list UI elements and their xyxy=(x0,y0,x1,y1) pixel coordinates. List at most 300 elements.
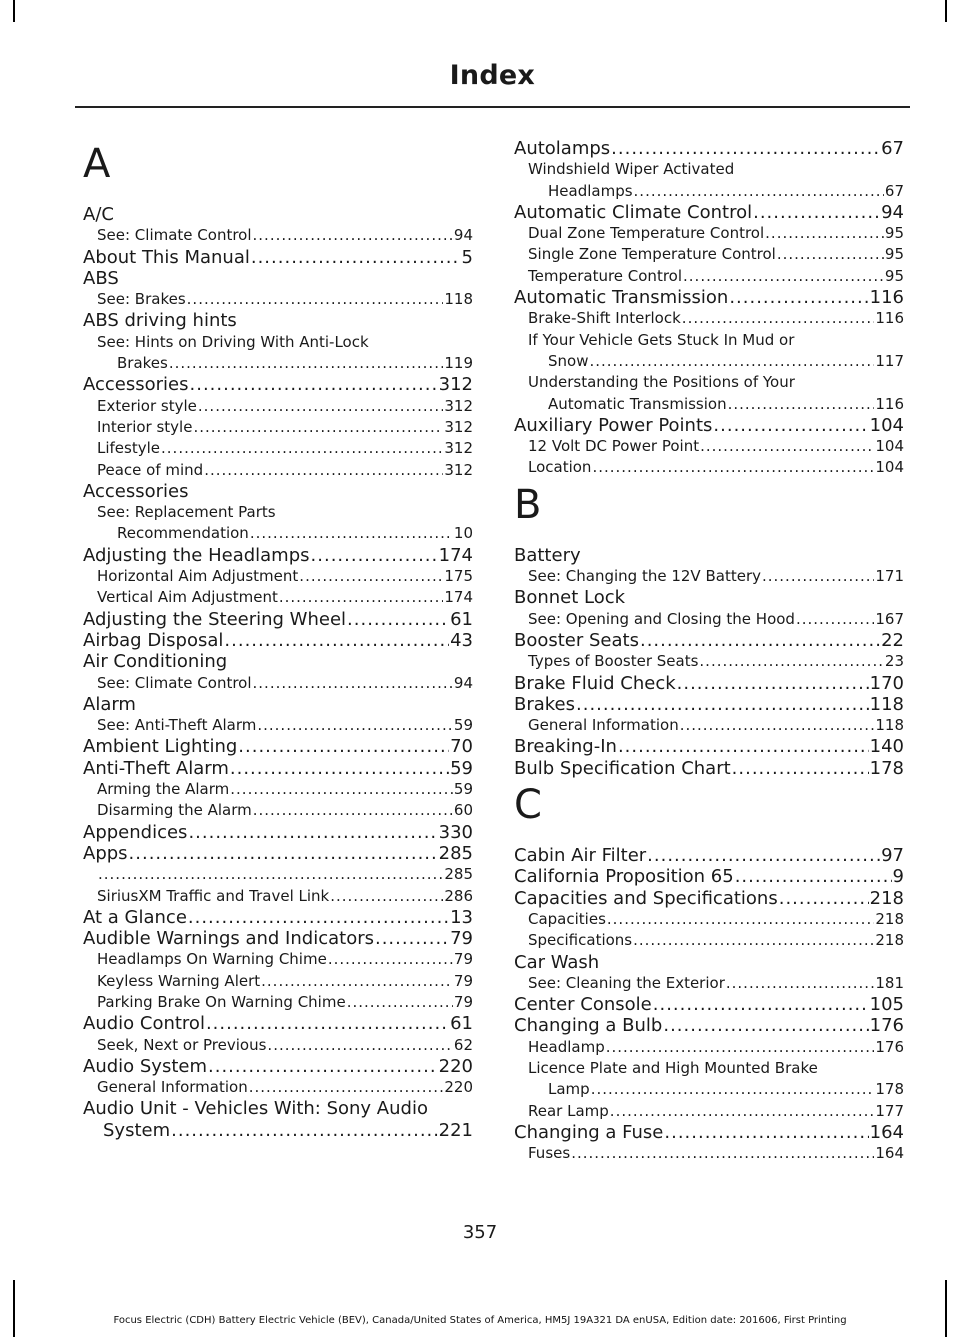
entry-text: Automatic Climate Control xyxy=(514,201,753,223)
entry-line xyxy=(514,587,904,608)
entry-page-number: 94 xyxy=(453,226,473,245)
entry-line xyxy=(528,266,904,287)
index-entry xyxy=(514,1122,904,1143)
index-entry xyxy=(514,845,904,866)
entry-text: Lifestyle xyxy=(97,439,161,458)
entry-page-number: 119 xyxy=(444,354,473,373)
entry-line xyxy=(514,994,904,1015)
index-entry xyxy=(514,888,904,909)
index-entry xyxy=(514,545,904,566)
header-divider xyxy=(75,106,910,108)
entry-text: Brake Fluid Check xyxy=(514,672,676,694)
entry-text: Autolamps xyxy=(514,138,611,159)
entry-text: A/C xyxy=(83,204,114,225)
entry-line xyxy=(97,587,473,608)
index-subentry xyxy=(83,886,473,907)
entry-text: Appendices xyxy=(83,821,188,843)
entry-text: Ambient Lighting xyxy=(83,736,238,758)
entry-line xyxy=(514,758,904,779)
entry-text: Single Zone Temperature Control xyxy=(528,245,776,264)
leader-dots xyxy=(224,630,449,651)
entry-text: Apps xyxy=(83,842,128,864)
entry-line xyxy=(97,779,473,800)
entry-page-number: 181 xyxy=(875,973,904,992)
leader-dots xyxy=(193,417,443,438)
entry-line xyxy=(514,415,904,436)
entry-text: See: Climate Control xyxy=(97,226,252,245)
index-subentry xyxy=(514,1101,904,1122)
entry-continuation-text: Lamp xyxy=(548,1080,590,1099)
entry-page-number: 79 xyxy=(453,992,473,1011)
index-subentry xyxy=(514,266,904,287)
entry-continuation-line xyxy=(528,181,904,202)
index-entry xyxy=(83,758,473,779)
entry-page-number: 9 xyxy=(892,866,904,888)
entry-text: Brakes xyxy=(514,693,576,715)
entry-page-number: 175 xyxy=(444,567,473,586)
entry-page-number: 164 xyxy=(869,1121,904,1143)
leader-dots xyxy=(347,992,453,1013)
entry-text: Headlamp xyxy=(528,1037,605,1056)
index-subentry xyxy=(514,930,904,951)
index-subentry xyxy=(83,673,473,694)
entry-text: Bonnet Lock xyxy=(514,587,626,609)
leader-dots xyxy=(589,351,874,372)
entry-line xyxy=(528,308,904,329)
entry-text: Accessories xyxy=(83,374,189,396)
entry-text: Airbag Disposal xyxy=(83,629,224,651)
entry-text: Licence Plate and High Mounted Brake xyxy=(528,1058,818,1077)
entry-page-number: 10 xyxy=(453,524,473,543)
leader-dots xyxy=(647,845,880,866)
index-subentry xyxy=(83,417,473,438)
index-entry xyxy=(83,630,473,651)
leader-dots xyxy=(726,973,874,994)
entry-line xyxy=(83,310,473,331)
entry-line xyxy=(97,715,473,736)
entry-line xyxy=(528,372,904,393)
leader-dots xyxy=(257,715,453,736)
index-subentry xyxy=(514,715,904,736)
entry-text: Location xyxy=(528,458,592,477)
page-number: 357 xyxy=(462,1222,498,1243)
entry-line xyxy=(97,289,473,310)
entry-page-number: 59 xyxy=(453,716,473,735)
entry-text: Changing a Bulb xyxy=(514,1015,663,1037)
entry-page-number: 97 xyxy=(881,845,904,867)
entry-page-number: 116 xyxy=(875,309,904,328)
index-subentry xyxy=(514,436,904,457)
entry-line xyxy=(514,845,904,866)
entry-text: Audible Warnings and Indicators xyxy=(83,928,374,950)
entry-text: Specifications xyxy=(528,931,633,950)
entry-text: At a Glance xyxy=(83,906,187,928)
entry-line xyxy=(83,630,473,651)
entry-page-number: 167 xyxy=(875,609,904,628)
entry-page-number: 22 xyxy=(881,629,904,651)
entry-page-number: 285 xyxy=(444,865,473,884)
entry-text: California Proposition 65 xyxy=(514,866,734,888)
entry-line xyxy=(97,800,473,821)
entry-text: Audio Unit - Vehicles With: Sony Audio xyxy=(83,1098,428,1120)
entry-continuation-line xyxy=(528,1079,904,1100)
entry-line xyxy=(83,1056,473,1077)
entry-line xyxy=(514,952,904,973)
index-subentry xyxy=(83,1035,473,1056)
entry-text: ABS xyxy=(83,267,119,289)
index-entry xyxy=(83,247,473,268)
leader-dots xyxy=(777,244,884,265)
index-entry xyxy=(83,481,473,502)
leader-dots xyxy=(732,758,869,779)
entry-continuation-line xyxy=(528,394,904,415)
entry-text: Disarming the Alarm xyxy=(97,801,252,820)
index-entry xyxy=(83,907,473,928)
leader-dots xyxy=(98,864,443,885)
leader-dots xyxy=(700,436,874,457)
index-entry xyxy=(514,673,904,694)
entry-page-number: 104 xyxy=(875,458,904,477)
leader-dots xyxy=(699,651,884,672)
entry-page-number: 79 xyxy=(450,928,473,950)
index-entry xyxy=(83,545,473,566)
entry-text: See: Replacement Parts xyxy=(97,503,276,522)
entry-line xyxy=(97,396,473,417)
entry-line xyxy=(528,1143,904,1164)
entry-text: If Your Vehicle Gets Stuck In Mud or xyxy=(528,330,795,349)
entry-page-number: 312 xyxy=(444,439,473,458)
index-subentry xyxy=(83,949,473,970)
entry-line xyxy=(97,1035,473,1056)
entry-page-number: 170 xyxy=(869,672,904,694)
entry-line xyxy=(97,502,473,523)
entry-line xyxy=(528,973,904,994)
entry-text: Rear Lamp xyxy=(528,1101,609,1120)
entry-text: 12 Volt DC Power Point xyxy=(528,437,700,456)
entry-line xyxy=(514,1015,904,1036)
index-entry xyxy=(514,758,904,779)
entry-line xyxy=(83,374,473,395)
leader-dots xyxy=(591,1079,875,1100)
leader-dots xyxy=(208,1056,438,1077)
entry-line xyxy=(514,673,904,694)
leader-dots xyxy=(169,353,444,374)
entry-page-number: 177 xyxy=(875,1101,904,1120)
entry-text: Horizontal Aim Adjustment xyxy=(97,567,299,586)
entry-line xyxy=(514,888,904,909)
page-title: Index xyxy=(449,60,535,91)
leader-dots xyxy=(765,223,884,244)
entry-line xyxy=(83,694,473,715)
leader-dots xyxy=(230,758,449,779)
entry-text: Audio System xyxy=(83,1055,208,1077)
entry-line xyxy=(528,330,904,351)
entry-line xyxy=(514,736,904,757)
index-subentry xyxy=(83,225,473,246)
entry-line xyxy=(528,223,904,244)
entry-line xyxy=(514,630,904,651)
entry-line xyxy=(83,268,473,289)
leader-dots xyxy=(735,866,892,887)
entry-line xyxy=(97,225,473,246)
entry-page-number: 286 xyxy=(444,886,473,905)
entry-line xyxy=(83,545,473,566)
entry-text: Temperature Control xyxy=(528,266,683,285)
index-entry xyxy=(83,609,473,630)
entry-line xyxy=(83,843,473,864)
entry-line xyxy=(97,992,473,1013)
entry-page-number: 70 xyxy=(450,736,473,758)
index-subentry xyxy=(514,308,904,329)
index-subentry xyxy=(514,651,904,672)
leader-dots xyxy=(249,1077,444,1098)
leader-dots xyxy=(238,736,449,757)
entry-text: See: Hints on Driving With Anti-Lock xyxy=(97,332,369,351)
entry-page-number: 178 xyxy=(869,757,904,779)
leader-dots xyxy=(640,630,880,651)
index-letter-heading: A xyxy=(83,141,111,187)
entry-text: ABS driving hints xyxy=(83,310,237,332)
entry-text: Peace of mind xyxy=(97,460,204,479)
entry-continuation-text: Snow xyxy=(548,351,589,370)
entry-text: About This Manual xyxy=(83,246,250,268)
index-entry xyxy=(514,866,904,887)
index-subentry xyxy=(514,609,904,630)
index-subentry xyxy=(514,909,904,930)
entry-line xyxy=(83,1098,473,1119)
entry-page-number: 61 xyxy=(450,1013,473,1035)
index-subentry xyxy=(514,223,904,244)
entry-text: Arming the Alarm xyxy=(97,780,230,799)
footer-text: Focus Electric (CDH) Battery Electric Vehicle (BEV), Canada/United States of America, HM5J 19A321 DA enUSA, Edition date: 201606, First Printing xyxy=(113,1315,847,1326)
leader-dots xyxy=(664,1122,868,1143)
entry-line xyxy=(528,1058,904,1079)
leader-dots xyxy=(198,396,443,417)
entry-page-number: 59 xyxy=(450,757,473,779)
entry-text: Types of Booster Seats xyxy=(528,652,699,671)
index-entry xyxy=(83,268,473,289)
entry-page-number: 312 xyxy=(444,396,473,415)
leader-dots xyxy=(171,1120,438,1141)
leader-dots xyxy=(610,1101,875,1122)
entry-page-number: 13 xyxy=(450,906,473,928)
entry-page-number: 61 xyxy=(450,608,473,630)
entry-text: Keyless Warning Alert xyxy=(97,971,261,990)
entry-text: Brake-Shift Interlock xyxy=(528,309,681,328)
entry-text: General Information xyxy=(528,716,679,735)
entry-text: Capacities and Specifications xyxy=(514,887,778,909)
entry-continuation-line xyxy=(97,523,473,544)
index-entry xyxy=(83,928,473,949)
index-entry xyxy=(83,374,473,395)
entry-text: Alarm xyxy=(83,693,136,715)
leader-dots xyxy=(253,225,453,246)
entry-line xyxy=(528,457,904,478)
leader-dots xyxy=(279,587,444,608)
leader-dots xyxy=(607,909,874,930)
leader-dots xyxy=(206,1013,449,1034)
index-letter-heading: C xyxy=(514,782,542,829)
entry-page-number: 174 xyxy=(444,588,473,607)
entry-text: See: Cleaning the Exterior xyxy=(528,973,725,992)
leader-dots xyxy=(728,394,875,415)
entry-text: See: Brakes xyxy=(97,290,186,309)
index-entry xyxy=(514,630,904,651)
leader-dots xyxy=(571,1143,874,1164)
entry-page-number: 176 xyxy=(875,1037,904,1056)
entry-page-number: 178 xyxy=(875,1080,904,1099)
index-subentry xyxy=(514,457,904,478)
leader-dots xyxy=(682,308,875,329)
entry-page-number: 118 xyxy=(869,693,904,715)
entry-line xyxy=(97,417,473,438)
index-subentry xyxy=(83,332,473,375)
entry-page-number: 79 xyxy=(453,950,473,969)
entry-page-number: 218 xyxy=(875,931,904,950)
index-entry xyxy=(514,736,904,757)
entry-page-number: 220 xyxy=(438,1055,473,1077)
leader-dots xyxy=(328,949,453,970)
entry-line xyxy=(83,1013,473,1034)
entry-line xyxy=(97,673,473,694)
index-subentry xyxy=(514,973,904,994)
entry-page-number: 60 xyxy=(453,801,473,820)
index-entry xyxy=(83,310,473,331)
entry-page-number: 104 xyxy=(869,414,904,436)
crop-mark-bottom-left xyxy=(13,1280,15,1337)
entry-line xyxy=(528,651,904,672)
entry-text: See: Anti-Theft Alarm xyxy=(97,716,257,735)
index-entry xyxy=(83,736,473,757)
leader-dots xyxy=(713,415,868,436)
entry-text: Auxiliary Power Points xyxy=(514,414,713,436)
entry-page-number: 62 xyxy=(453,1035,473,1054)
entry-line xyxy=(83,247,473,268)
entry-line xyxy=(528,436,904,457)
entry-line xyxy=(83,822,473,843)
entry-line xyxy=(83,204,473,225)
entry-page-number: 104 xyxy=(875,437,904,456)
index-entry xyxy=(83,822,473,843)
entry-line xyxy=(97,971,473,992)
entry-line xyxy=(514,202,904,223)
entry-page-number: 176 xyxy=(869,1015,904,1037)
entry-page-number: 285 xyxy=(438,842,473,864)
crop-mark-top-left xyxy=(13,0,15,22)
entry-text: Battery xyxy=(514,544,581,566)
index-entry xyxy=(514,994,904,1015)
entry-line xyxy=(528,930,904,951)
entry-text: Cabin Air Filter xyxy=(514,845,647,867)
entry-text: Windshield Wiper Activated xyxy=(528,160,735,179)
leader-dots xyxy=(267,1035,452,1056)
entry-text: Booster Seats xyxy=(514,629,639,651)
entry-text: Interior style xyxy=(97,417,193,436)
entry-page-number: 118 xyxy=(444,290,473,309)
leader-dots xyxy=(677,673,869,694)
entry-page-number: 312 xyxy=(438,374,473,396)
entry-page-number: 94 xyxy=(453,673,473,692)
entry-page-number: 218 xyxy=(875,909,904,928)
entry-line xyxy=(514,1122,904,1143)
entry-line xyxy=(97,332,473,353)
leader-dots xyxy=(188,907,449,928)
entry-page-number: 220 xyxy=(444,1078,473,1097)
leader-dots xyxy=(796,609,874,630)
entry-text: Understanding the Positions of Your xyxy=(528,373,795,392)
entry-text: Capacities xyxy=(528,909,606,928)
index-entry xyxy=(514,138,904,159)
entry-page-number: 171 xyxy=(875,567,904,586)
index-entry xyxy=(514,202,904,223)
entry-text: Center Console xyxy=(514,994,652,1016)
index-entry xyxy=(83,651,473,672)
entry-line xyxy=(83,609,473,630)
leader-dots xyxy=(663,1015,868,1036)
leader-dots xyxy=(611,138,880,159)
index-entry xyxy=(514,287,904,308)
entry-continuation-text: System xyxy=(103,1119,171,1141)
entry-line xyxy=(528,1037,904,1058)
entry-line xyxy=(528,609,904,630)
leader-dots xyxy=(253,673,453,694)
leader-dots xyxy=(161,438,443,459)
entry-line xyxy=(83,651,473,672)
crop-mark-bottom-right xyxy=(945,1280,947,1337)
entry-page-number: 174 xyxy=(438,544,473,566)
entry-continuation-line xyxy=(97,353,473,374)
entry-text: Car Wash xyxy=(514,951,600,973)
entry-page-number: 312 xyxy=(444,417,473,436)
entry-page-number: 23 xyxy=(884,652,904,671)
entry-line xyxy=(528,909,904,930)
entry-page-number: 312 xyxy=(444,460,473,479)
index-subentry xyxy=(83,566,473,587)
leader-dots xyxy=(634,181,884,202)
leader-dots xyxy=(311,545,438,566)
index-subentry xyxy=(514,566,904,587)
index-entry xyxy=(83,1056,473,1077)
leader-dots xyxy=(230,779,453,800)
entry-page-number: 221 xyxy=(438,1119,473,1141)
entry-page-number: 67 xyxy=(884,181,904,200)
entry-line xyxy=(97,949,473,970)
entry-text: Automatic Transmission xyxy=(514,287,729,309)
leader-dots xyxy=(251,247,461,268)
entry-text: Headlamps On Warning Chime xyxy=(97,950,327,969)
entry-line xyxy=(514,545,904,566)
index-subentry xyxy=(83,779,473,800)
entry-text: Vertical Aim Adjustment xyxy=(97,588,278,607)
leader-dots xyxy=(261,971,453,992)
leader-dots xyxy=(347,609,449,630)
entry-page-number: 59 xyxy=(453,780,473,799)
index-subentry xyxy=(83,1077,473,1098)
index-entry xyxy=(514,415,904,436)
entry-page-number: 5 xyxy=(461,246,473,268)
index-letter-heading: B xyxy=(514,481,542,528)
index-subentry xyxy=(83,992,473,1013)
index-subentry xyxy=(83,396,473,417)
index-subentry xyxy=(83,438,473,459)
index-column-right xyxy=(514,138,904,1164)
entry-text: Fuses xyxy=(528,1144,571,1163)
index-entry xyxy=(514,694,904,715)
leader-dots xyxy=(576,694,869,715)
leader-dots xyxy=(633,930,874,951)
entry-continuation-text: Automatic Transmission xyxy=(548,394,727,413)
entry-text: Parking Brake On Warning Chime xyxy=(97,992,346,1011)
